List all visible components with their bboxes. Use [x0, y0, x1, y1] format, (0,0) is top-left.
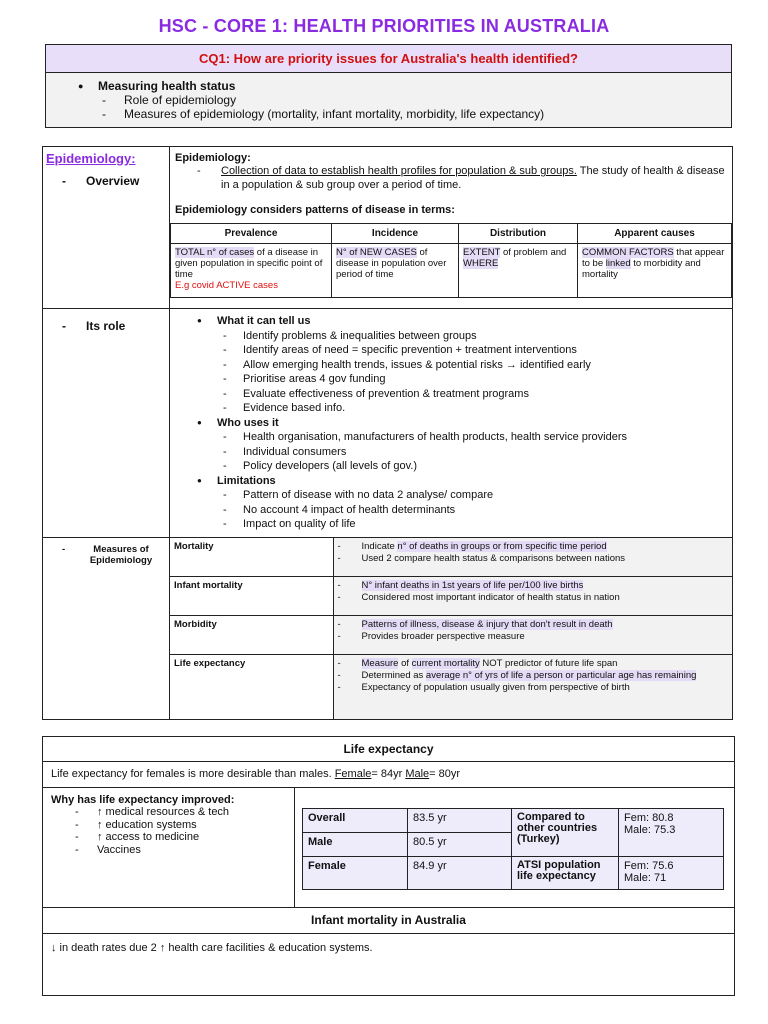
life-expectancy-label: Life expectancy	[170, 655, 333, 719]
morbidity-label: Morbidity	[170, 616, 333, 655]
cq-body	[46, 73, 731, 127]
incidence-cell	[332, 244, 459, 298]
life-expectancy-details	[43, 788, 734, 908]
stat-overall-label: Overall	[303, 809, 408, 833]
role-item: - Individual consumers	[197, 445, 731, 460]
life-expectancy-heading: Life expectancy	[43, 737, 734, 762]
col-apparent-causes: Apparent causes	[578, 224, 732, 244]
epidemiology-table	[42, 146, 733, 720]
why-item: - ↑ medical resources & tech	[51, 806, 286, 819]
why-item: - ↑ education systems	[51, 819, 286, 832]
overview-content	[170, 147, 733, 309]
role-left	[43, 309, 170, 538]
prevalence-text: of a disease in given population in specific point of time	[175, 247, 323, 280]
col-distribution: Distribution	[459, 224, 578, 244]
role-item: - Prioritise areas 4 gov funding	[197, 372, 731, 387]
overview-left	[43, 147, 170, 309]
causes-cell	[578, 244, 732, 298]
infant-mortality-desc: - N° infant deaths in 1st years of life per/100 live births - Considered most important indicator of health status in nation	[333, 577, 732, 616]
life-expectancy-desc: - Measure of current mortality NOT predictor of future life span - Determined as average n° of yrs of life a person or particular age has remaining - Expectancy of population usually given from perspective of birth	[333, 655, 732, 719]
stat-compared-value: Fem: 80.8 Male: 75.3	[619, 809, 724, 857]
role-item: - Health organisation, manufacturers of health products, health service providers	[197, 430, 731, 445]
infant-mortality-text: ↓ in death rates due 2 ↑ health care facilities & education systems.	[51, 942, 373, 954]
distribution-cell	[459, 244, 578, 298]
cq-sub: - Measures of epidemiology (mortality, infant mortality, morbidity, life expectancy)	[78, 107, 731, 121]
cq-bullet: ● Measuring health status	[78, 79, 731, 93]
col-prevalence: Prevalence	[171, 224, 332, 244]
life-expectancy-line: Life expectancy for females is more desirable than males. Female= 84yr Male= 80yr	[43, 762, 734, 788]
definition-rest: The study of health & disease in a population & sub group over a period of time.	[221, 165, 725, 191]
role-item: - Pattern of disease with no data 2 analyse/ compare	[197, 488, 731, 503]
stat-female-value: 84.9 yr	[408, 857, 512, 890]
measures-label: - Measures of Epidemiology	[62, 543, 153, 566]
stat-male-value: 80.5 yr	[408, 833, 512, 857]
stat-male-label: Male	[303, 833, 408, 857]
infant-mortality-heading: Infant mortality in Australia	[43, 908, 734, 934]
role-item: - Identify areas of need = specific prevention + treatment interventions	[197, 343, 731, 358]
role-heading: ● Who uses it	[197, 416, 731, 431]
morbidity-desc: - Patterns of illness, disease & injury that don't result in death - Provides broader perspective measure	[333, 616, 732, 655]
role-item: - Impact on quality of life	[197, 517, 731, 532]
overview-heading: Epidemiology:	[175, 152, 251, 164]
why-improved	[43, 788, 295, 908]
role-item: - Policy developers (all levels of gov.)	[197, 459, 731, 474]
why-heading: Why has life expectancy improved:	[51, 794, 235, 806]
overview-definition: - Collection of data to establish health profiles for population & sub groups. The study of health & disease in a population & sub group over a period of time.	[197, 165, 725, 191]
role-item: - Allow emerging health trends, issues & potential risks → identified early	[197, 358, 731, 373]
life-expectancy-box	[42, 736, 735, 996]
cq-sub: - Role of epidemiology	[78, 93, 731, 107]
infant-mortality-label: Infant mortality	[170, 577, 333, 616]
cq-heading: CQ1: How are priority issues for Australia's health identified?	[46, 45, 731, 73]
page-title: HSC - CORE 1: HEALTH PRIORITIES IN AUSTRALIA	[158, 16, 610, 36]
epidemiology-section-title: Epidemiology:	[46, 151, 136, 166]
role-heading: ● What it can tell us	[197, 314, 731, 329]
patterns-table	[170, 223, 732, 298]
stat-compared-label: Compared to other countries (Turkey)	[512, 809, 619, 857]
stat-overall-value: 83.5 yr	[408, 809, 512, 833]
stat-atsi-value: Fem: 75.6 Male: 71	[619, 857, 724, 890]
measures-table	[170, 538, 732, 719]
stat-female-label: Female	[303, 857, 408, 890]
role-item: - Evaluate effectiveness of prevention & treatment programs	[197, 387, 731, 402]
causes-highlight: linked	[605, 258, 631, 269]
stat-atsi-label: ATSI population life expectancy	[512, 857, 619, 890]
col-incidence: Incidence	[332, 224, 459, 244]
role-content	[170, 309, 733, 538]
distribution-highlight: EXTENT	[463, 247, 501, 258]
cq-box	[45, 44, 732, 128]
role-heading: ● Limitations	[197, 474, 731, 489]
prevalence-example: E.g covid ACTIVE cases	[175, 280, 278, 291]
prevalence-cell	[171, 244, 332, 298]
causes-text: to morbidity and mortality	[582, 258, 701, 280]
causes-highlight: COMMON FACTORS	[582, 247, 674, 258]
distribution-text: of problem and	[500, 247, 567, 258]
patterns-heading: Epidemiology considers patterns of disease in terms:	[175, 204, 455, 216]
incidence-text: of disease in population over period of time	[336, 247, 447, 280]
role-item: - Evidence based info.	[197, 401, 731, 416]
distribution-highlight: WHERE	[463, 258, 499, 269]
mortality-desc: - Indicate n° of deaths in groups or from specific time period - Used 2 compare health status & comparisons between nations	[333, 538, 732, 577]
definition-underlined: Collection of data to establish health profiles for population & sub groups.	[221, 165, 577, 177]
measures-left	[43, 537, 170, 719]
role-list	[171, 310, 731, 536]
incidence-highlight: N° of NEW CASES	[336, 247, 417, 258]
measures-content	[170, 537, 733, 719]
role-item: - No account 4 impact of health determinants	[197, 503, 731, 518]
prevalence-highlight: TOTAL n° of cases	[175, 247, 255, 258]
life-expectancy-stats	[302, 808, 724, 890]
mortality-label: Mortality	[170, 538, 333, 577]
causes-text: that appear to be	[582, 247, 725, 269]
why-item: - ↑ access to medicine	[51, 831, 286, 844]
overview-label: - Overview	[46, 174, 166, 188]
role-item: - Identify problems & inequalities between groups	[197, 329, 731, 344]
why-item: - Vaccines	[51, 844, 286, 857]
role-label: - Its role	[46, 319, 166, 333]
